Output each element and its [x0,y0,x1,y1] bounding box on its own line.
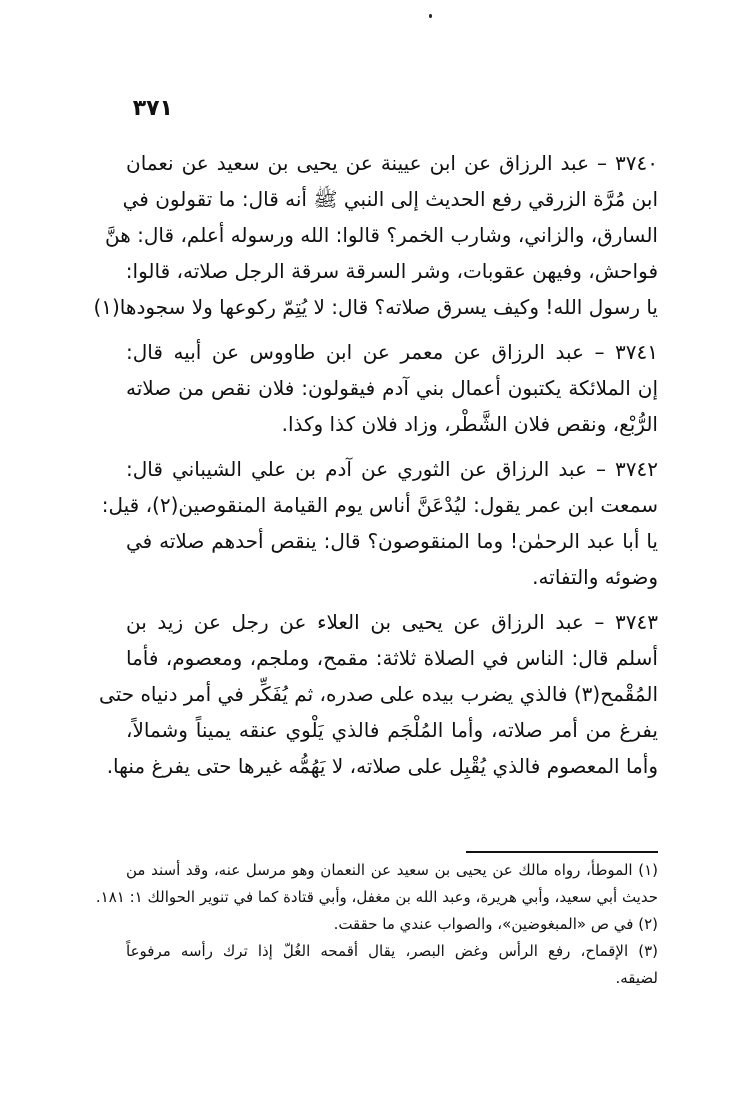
hadith-3742 [101,451,658,595]
footnote-line: (٢) في ص «المبغوضين»، والصواب عندي ما حققت. [333,915,658,933]
footnote-line: (١) الموطأ، رواه مالك عن يحيى بن سعيد عن النعمان وهو مرسل عنه، وقد أسند من [126,861,658,879]
text-line: ٣٧٤٠ – عبد الرزاق عن ابن عيينة عن يحيى بن سعيد عن نعمان [126,151,658,175]
footnote-line: (٣) الإقماح، رفع الرأس وغض البصر، يقال أقمحه الغُلّ إذا ترك رأسه مرفوعاً [126,942,658,960]
footnote-line: لضيقه. [615,969,658,987]
hadith-3743 [99,604,658,784]
footnote-3 [126,938,658,992]
text-line: المُقْمح(٣) فالذي يضرب بيده على صدره، ثم يُفَكِّر في أمر دنياه حتى [99,682,658,706]
text-line: يا أبا عبد الرحمٰن! وما المنقوصون؟ قال: ينقص أحدهم صلاته في [126,529,658,553]
footnote-line: حديث أبي سعيد، وأبي هريرة، وعبد الله بن مغفل، وأبي قتادة كما في تنوير الحوالك ١: ١٨١. [95,888,658,906]
text-line: وأما المعصوم فالذي يُقْبِل على صلاته، لا يَهُمُّه غيرها حتى يفرغ منها. [106,754,658,778]
text-line: السارق، والزاني، وشارب الخمر؟ قالوا: الله ورسوله أعلم، قال: هنَّ [105,223,658,247]
text-line: يا رسول الله! وكيف يسرق صلاته؟ قال: لا يُتِمّ ركوعها ولا سجودها(١) [93,295,658,319]
text-line: سمعت ابن عمر يقول: ليُدْعَنَّ أناس يوم القيامة المنقوصين(٢)، قيل: [101,493,658,517]
text-line: وضوئه والتفاته. [532,565,658,589]
text-line: إن الملائكة يكتبون أعمال بني آدم فيقولون: فلان نقص من صلاته [126,376,658,400]
print-speck [429,14,432,18]
text-line: ٣٧٤١ – عبد الرزاق عن معمر عن ابن طاووس عن أبيه قال: [126,340,658,364]
text-line: الرُّبْع، ونقص فلان الشَّطْر، وزاد فلان كذا وكذا. [281,412,658,436]
hadith-3741 [126,334,658,442]
hadith-3740 [93,145,658,325]
hadith-text-body [93,145,658,793]
footnote-1 [95,857,658,911]
text-line: ابن مُرَّة الزرقي رفع الحديث إلى النبي ﷺ أنه قال: ما تقولون في [122,187,658,211]
text-line: أسلم قال: الناس في الصلاة ثلاثة: مقمح، وملجم، ومعصوم، فأما [126,646,658,670]
text-line: فواحش، وفيهن عقوبات، وشر السرقة سرقة الرجل صلاته، قالوا: [125,259,658,283]
footnote-separator [466,851,658,853]
text-line: يفرغ من أمر صلاته، وأما المُلْجَم فالذي يَلْوي عنقه يميناً وشمالاً، [126,718,658,742]
text-line: ٣٧٤٣ – عبد الرزاق عن يحيى بن العلاء عن رجل عن زيد بن [126,610,658,634]
footnotes [95,857,658,992]
page-number: ٣٧١ [132,96,173,121]
text-line: ٣٧٤٢ – عبد الرزاق عن الثوري عن آدم بن علي الشيباني قال: [126,457,658,481]
footnote-2 [126,911,658,938]
